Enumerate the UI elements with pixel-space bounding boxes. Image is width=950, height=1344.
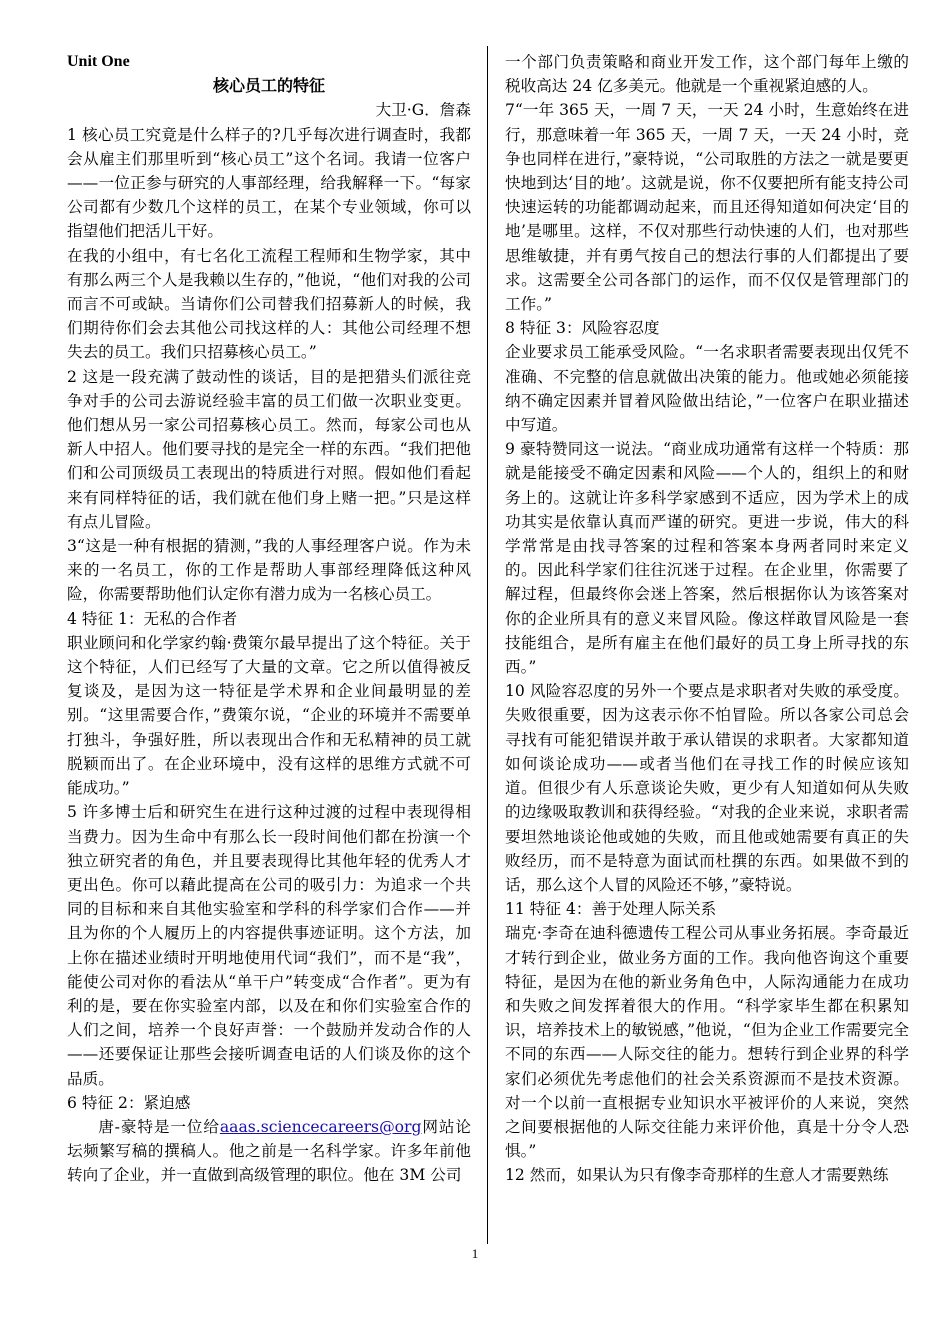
paragraph-7: 7“一年 365 天，一周 7 天，一天 24 小时，生意始终在进行，那意味着一年 365 天，一周 7 天，一天 24 小时，竞争也同样在进行，”豪特说，“公司取胜的方法之一就是要更快地到达‘目的地’。这就是说，你不仅要把所有能支持公司快速运转的功能都调动起来，而且还得知道如何决定‘目的地’是哪里。这样，不仅对那些行动快速的人们，也对那些思维敏捷，并有勇气按自己的想法行事的人们都提出了要求。这需要全公司各部门的运作，而不仅仅是管理部门的工作。” (505, 101, 909, 314)
paragraph-2: 2 这是一段充满了鼓动性的谈话，目的是把猎头们派往竞争对手的公司去游说经验丰富的员工们做一次职业变更。他们想从另一家公司招募核心员工。然而，每家公司也从新人中招人。他们要寻找的是完全一样的东西。“我们把他们和公司顶级员工表现出的特质进行对照。假如他们看起来有同样特征的话，我们就在他们身上赌一把。”只是这样有点儿冒险。 (67, 367, 471, 531)
paragraph-6-end: 网站论坛频繁写稿的撰稿人。他之前是一名科学家。许多年前他转向了企业，并一直做到高级管理的职位。他在 3M 公司 (67, 1117, 471, 1185)
unit-label: Unit One (67, 53, 130, 70)
section-heading-trait-1: 4 特征 1：无私的合作者 (67, 609, 238, 628)
paragraph-4: 职业顾问和化学家约翰·费策尔最早提出了这个特征。关于这个特征，人们已经写了大量的文章。它之所以值得被反复谈及，是因为这一特征是学术界和企业间最明显的差别。“这里需要合作，”费策尔说，“企业的环境并不需要单打独斗，争强好胜，所以表现出合作和无私精神的员工就脱颖而出了。在企业环境中，没有这样的思维方式就不可能成功。” (67, 633, 471, 798)
paragraph-5: 5 许多博士后和研究生在进行这种过渡的过程中表现得相当费力。因为生命中有那么长一段时间他们都在扮演一个独立研究者的角色，并且要表现得比其他年轻的优秀人才更出色。你可以藉此提高在公司的吸引力：为追求一个共同的目标和来自其他实验室和学科的科学家们合作——并且为你的个人履历上的内容提供事迹证明。这个方法，加上你在描述业绩时开明地使用代词“我们”，而不是“我”，能使公司对你的看法从“单干户”转变成“合作者”。更为有利的是，要在你实验室内部，以及在和你们实验室合作的人们之间，培养一个良好声誉：一个鼓励并发动合作的人——还要保证让那些会接听调查电话的人们谈及你的这个品质。 (67, 803, 471, 1088)
section-heading-trait-4: 11 特征 4：善于处理人际关系 (505, 900, 717, 919)
paragraph-10: 10 风险容忍度的另外一个要点是求职者对失败的承受度。失败很重要，因为这表示你不怕冒险。所以各家公司总会寻找有可能犯错误并敢于承认错误的求职者。大家都知道如何谈论成功——或者当他们在寻找工作的时候应该知道。但很少有人乐意谈论失败，更少有人知道如何从失败的边缘吸取教训和获得经验。“对我的企业来说，求职者需要坦然地谈论他或她的失败，而且他或她需要有真正的失败经历，而不是特意为面试而杜撰的东西。如果做不到的话，那么这个人冒的风险还不够，”豪特说。 (505, 682, 909, 894)
paragraph-9: 9 豪特赞同这一说法。“商业成功通常有这样一个特质：那就是能接受不确定因素和风险——个人的，组织上的和财务上的。这就让许多科学家感到不适应，因为学术上的成功其实是依靠认真而严谨的研究。更进一步说，伟大的科学常常是由找寻答案的过程和答案本身两者同时来定义的。因此科学家们往往沉迷于过程。在企业里，你需要了解过程，但最终你会迷上答案，然后根据你认为该答案对你的企业所具有的意义来冒风险。像这样敢冒风险是一套技能组合，是所有雇主在他们最好的员工身上所寻找的东西。” (505, 440, 909, 677)
website-link[interactable]: aaas.sciencecareers@org (219, 1117, 422, 1136)
left-column (67, 50, 471, 1188)
right-column (505, 50, 909, 1188)
column-divider (487, 46, 488, 1244)
paragraph-6 (67, 1115, 471, 1188)
paragraph-6-cont: 一个部门负责策略和商业开发工作，这个部门每年上缴的税收高达 24 亿多美元。他就是一个重视紧迫感的人。 (505, 53, 909, 96)
page-number: 1 (471, 1246, 479, 1261)
paragraph-3: 3“这是一种有根据的猜测，”我的人事经理客户说。作为未来的一名员工，你的工作是帮助人事部经理降低这种风险，你需要帮助他们认定你有潜力成为一名核心员工。 (67, 537, 471, 604)
paragraph-1-cont: 在我的小组中，有七名化工流程工程师和生物学家，其中有那么两三个人是我赖以生存的，”他说，“他们对我的公司而言不可或缺。当请你们公司替我们招募新人的时候，我们期待你们会去其他公司找这样的人：其他公司经理不想失去的员工。我们只招募核心员工。” (67, 246, 471, 362)
section-heading-trait-2: 6 特征 2：紧迫感 (67, 1093, 191, 1112)
paragraph-1: 1 核心员工究竟是什么样子的?几乎每次进行调查时，我都会从雇主们那里听到“核心员工”这个名词。我请一位客户——一位正参与研究的人事部经理，给我解释一下。“每家公司都有少数几个这样的员工，在某个专业领域，你可以指望他们把活儿干好。 (67, 125, 471, 241)
section-heading-trait-3: 8 特征 3：风险容忍度 (505, 319, 660, 338)
article-title: 核心员工的特征 (212, 76, 325, 96)
paragraph-8: 企业要求员工能承受风险。“一名求职者需要表现出仅凭不准确、不完整的信息就做出决策的能力。他或她必须能接纳不确定因素并冒着风险做出结论，”一位客户在职业描述中写道。 (505, 343, 909, 435)
paragraph-12: 12 然而，如果认为只有像李奇那样的生意人才需要熟练 (505, 1166, 889, 1185)
paragraph-6-start: 唐-豪特是一位给 (98, 1117, 220, 1136)
author-name: 大卫·G．詹森 (375, 101, 471, 120)
paragraph-11: 瑞克·李奇在迪科德遗传工程公司从事业务拓展。李奇最近才转行到企业，做业务方面的工作。我向他咨询这个重要特征，是因为在他的新业务角色中，人际沟通能力在成功和失败之间发挥着很大的作用。“科学家毕生都在积累知识，培养技术上的敏锐感，”他说，“但为企业工作需要完全不同的东西——人际交往的能力。想转行到企业界的科学家们必须优先考虑他们的社会关系资源而不是技术资源。对一个以前一直根据专业知识水平被评价的人来说，突然之间要根据他的人际交往能力来评价他，真是十分令人恐惧。” (505, 924, 909, 1161)
